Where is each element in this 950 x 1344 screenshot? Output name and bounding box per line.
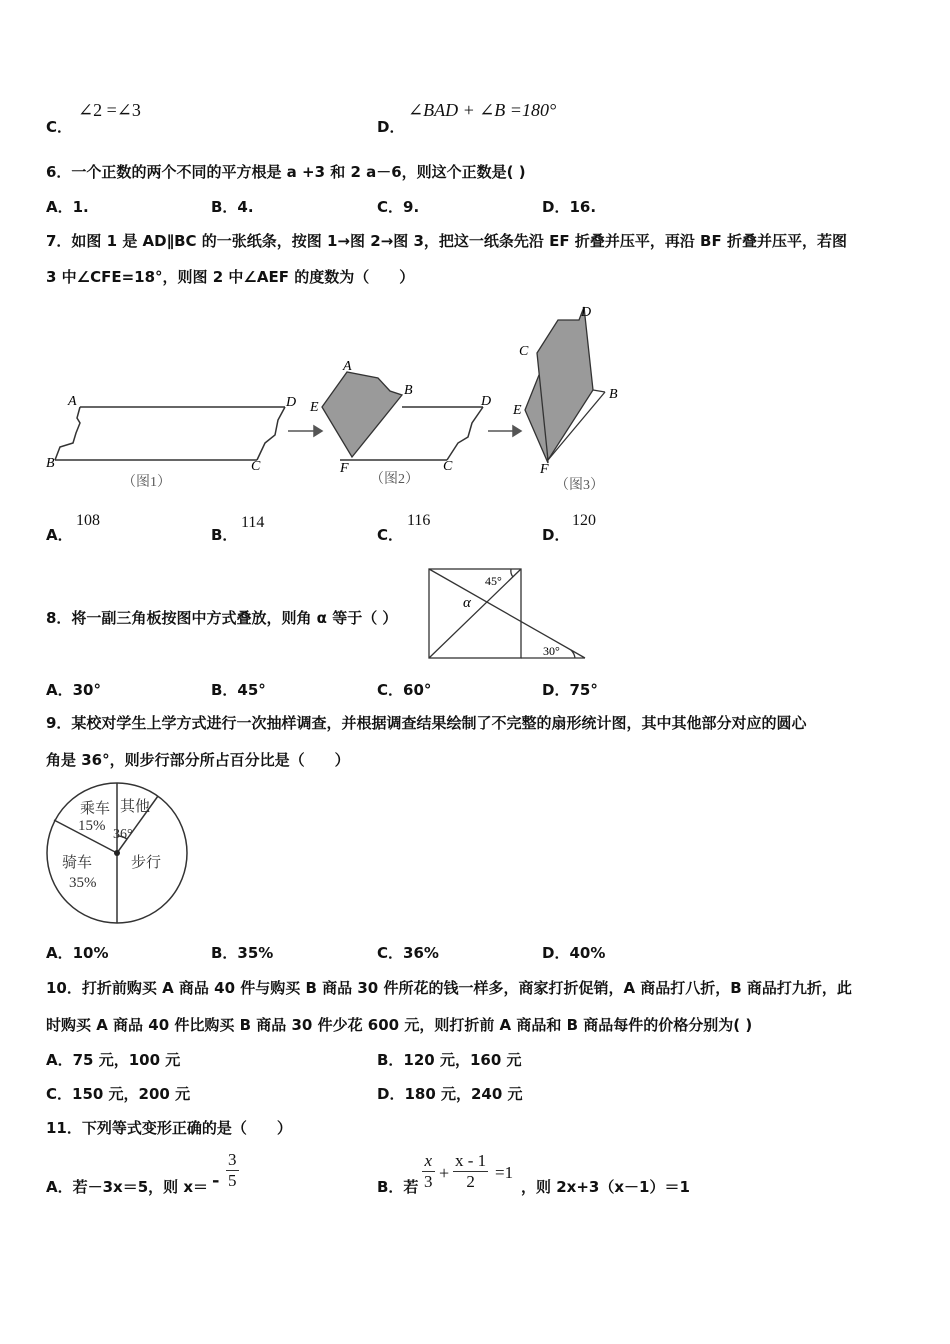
q11-option-b-frac1-num: x (424, 1151, 433, 1170)
q9-option-a: A．10% (46, 944, 109, 962)
q9-stem-line2: 角是 36°，则步行部分所占百分比是（ ） (46, 751, 350, 769)
q7-option-b-label: B． (211, 526, 238, 544)
q11-option-a-denominator: 5 (228, 1171, 237, 1190)
q7-f3-label-b: B (609, 387, 618, 402)
q7-f3-label-d: D (581, 305, 592, 320)
q9-slice-other-angle: 36° (113, 827, 133, 842)
q7-f2-label-c: C (443, 459, 453, 474)
q11-option-b-suffix: ，则 2x+3（x－1）＝1 (521, 1178, 690, 1196)
q7-f2-label-e: E (310, 400, 319, 415)
q7-stem-line2: 3 中∠CFE=18°，则图 2 中∠AEF 的度数为（ ） (46, 268, 415, 286)
q6-option-b: B．4. (211, 198, 254, 216)
q7-f1-label-a: A (68, 394, 77, 409)
q7-stem-line1: 7．如图 1 是 AD∥BC 的一张纸条，按图 1→图 2→图 3，把这一纸条先沿 EF 折叠并压平，再沿 BF 折叠并压平，若图 (46, 232, 847, 250)
q7-f2-label-f: F (340, 461, 349, 476)
q6-option-d: D．16. (542, 198, 597, 216)
q8-angle-45: 45° (485, 574, 502, 588)
q6-option-a: A．1. (46, 198, 89, 216)
q7-figure-3 (525, 307, 605, 463)
q8-angle-30: 30° (543, 644, 560, 658)
q7-f2-label-a: A (343, 359, 352, 374)
q7-figures (0, 295, 950, 505)
q7-arrow-1 (288, 426, 322, 436)
q6-stem: 6．一个正数的两个不同的平方根是 a +3 和 2 a－6，则这个正数是( ) (46, 163, 526, 181)
q9-option-d: D．40% (542, 944, 606, 962)
q9-pie-center (114, 850, 120, 856)
q11-option-b-fraction1 (422, 1151, 435, 1192)
q10-option-a: A．75 元，100 元 (46, 1051, 181, 1069)
q10-option-c: C．150 元，200 元 (46, 1085, 191, 1103)
q10-stem-line2: 时购买 A 商品 40 件比购买 B 商品 30 件少花 600 元，则打折前 A 商品和 B 商品每件的价格分别为( ) (46, 1016, 753, 1034)
q7-option-d-value: 120 (572, 512, 596, 529)
q6-option-c: C．9. (377, 198, 420, 216)
q9-slice-bike-pct: 35% (69, 875, 97, 891)
q5-option-c-label: C． (46, 118, 73, 136)
q7-option-a-value: 108 (76, 512, 100, 529)
q7-f2-caption: （图2） (370, 472, 419, 487)
q7-f1-caption: （图1） (122, 475, 171, 490)
q11-stem: 11．下列等式变形正确的是（ ） (46, 1119, 292, 1137)
q11-option-b-plus: + (439, 1163, 450, 1183)
q7-f3-label-f: F (540, 462, 549, 477)
q8-figure (425, 565, 595, 665)
q7-arrow-2 (488, 426, 521, 436)
q11-option-b-frac2-num: x - 1 (455, 1151, 487, 1170)
q8-option-b: B．45° (211, 681, 266, 699)
q10-option-b: B．120 元，160 元 (377, 1051, 522, 1069)
q7-f1-label-d: D (286, 395, 297, 410)
q11-option-a-sign: - (212, 1170, 220, 1191)
q5-option-c-math: ∠2 =∠3 (78, 100, 141, 120)
q9-slice-ride-pct: 15% (78, 818, 106, 834)
q7-f1-label-b: B (46, 456, 55, 471)
q7-f3-label-c: C (519, 344, 529, 359)
q10-option-d: D．180 元，240 元 (377, 1085, 523, 1103)
q11-option-b-frac2-den: 2 (453, 1171, 488, 1192)
q7-option-d-label: D． (542, 526, 570, 544)
q7-figure-1 (55, 407, 285, 460)
q7-option-c-label: C． (377, 526, 404, 544)
q11-option-b-fraction2 (453, 1151, 488, 1192)
q7-f3-caption: （图3） (555, 478, 604, 493)
q7-f2-label-d: D (481, 394, 492, 409)
q7-f3-label-e: E (513, 403, 522, 418)
q7-f2-label-b: B (404, 383, 413, 398)
q9-slice-walk-name: 步行 (131, 855, 162, 871)
q9-stem-line1: 9．某校对学生上学方式进行一次抽样调查，并根据调查结果绘制了不完整的扇形统计图，其中其他部分对应的圆心 (46, 714, 807, 732)
q7-option-b-value: 114 (241, 514, 265, 531)
q11-option-b-frac1-den: 3 (424, 1172, 433, 1191)
q11-option-a-numerator: 3 (228, 1150, 237, 1169)
q8-option-d: D．75° (542, 681, 598, 699)
q5-option-d-math: ∠BAD + ∠B =180° (408, 100, 557, 120)
q7-figure-2 (322, 372, 483, 460)
q8-option-a: A．30° (46, 681, 101, 699)
q9-slice-other-name: 其他 (120, 799, 151, 815)
q5-option-d-label: D． (377, 118, 405, 136)
q11-option-b-prefix: B．若 (377, 1178, 419, 1196)
q7-option-c-value: 116 (407, 512, 431, 529)
q11-option-b-equals: =1 (495, 1163, 514, 1182)
q8-angle-alpha: α (463, 595, 471, 611)
q8-option-c: C．60° (377, 681, 432, 699)
q11-option-a-text: A．若－3x＝5，则 x＝ (46, 1178, 209, 1196)
q9-option-b: B．35% (211, 944, 274, 962)
q9-slice-bike-name: 骑车 (62, 855, 93, 871)
q7-option-a-label: A． (46, 526, 73, 544)
q7-f1-label-c: C (251, 459, 261, 474)
q9-pie-chart (40, 780, 200, 930)
q9-option-c: C．36% (377, 944, 439, 962)
q8-stem: 8．将一副三角板按图中方式叠放，则角 α 等于（ ） (46, 609, 398, 627)
q11-option-a-fraction (226, 1150, 239, 1191)
q9-slice-ride-name: 乘车 (80, 801, 111, 817)
q10-stem-line1: 10．打折前购买 A 商品 40 件与购买 B 商品 30 件所花的钱一样多，商家打折促销，A 商品打八折，B 商品打九折，此 (46, 979, 852, 997)
